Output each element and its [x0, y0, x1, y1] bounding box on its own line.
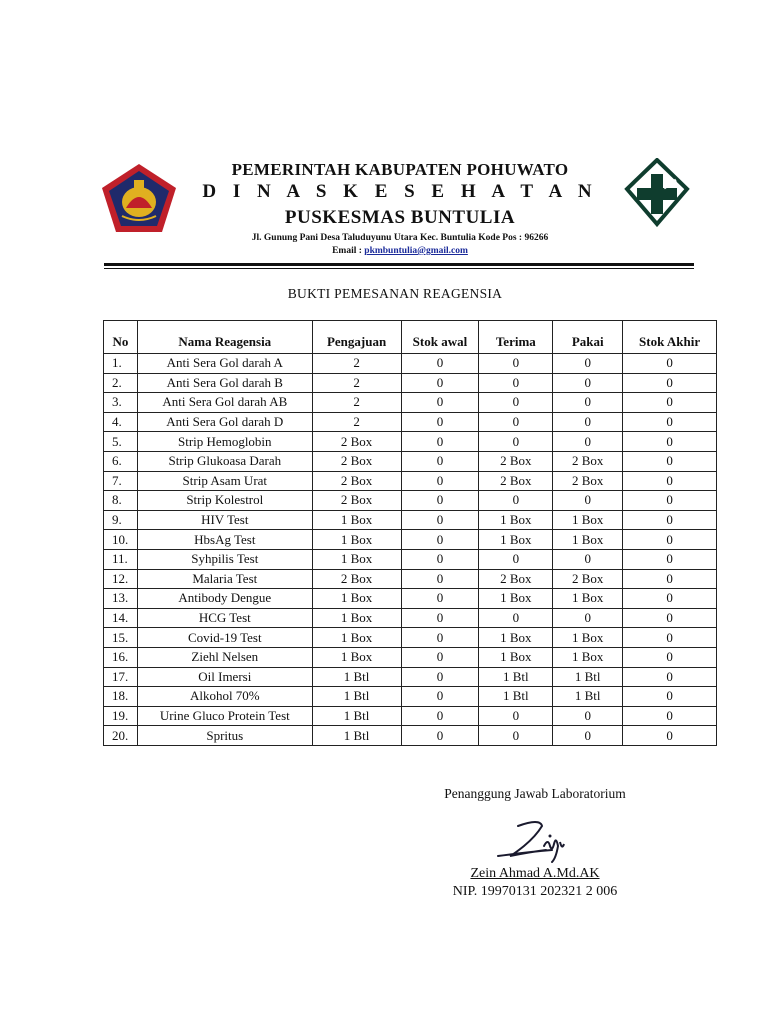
table-row: [104, 569, 717, 589]
column-header-nama: Nama Reagensia: [137, 321, 312, 354]
cell-stok-akhir: 0: [623, 628, 717, 648]
cell-pengajuan: 2: [312, 412, 401, 432]
cell-stok-awal: 0: [401, 530, 479, 550]
cell-stok-awal: 0: [401, 373, 479, 393]
cell-stok-akhir: 0: [623, 647, 717, 667]
cell-nama-reagensia: Anti Sera Gol darah B: [137, 373, 312, 393]
letterhead-rule: [104, 263, 694, 266]
cell-no: 11.: [104, 549, 138, 569]
cell-pengajuan: 1 Box: [312, 510, 401, 530]
cell-pengajuan: 2 Box: [312, 569, 401, 589]
column-header-terima: Terima: [479, 321, 553, 354]
cell-nama-reagensia: Strip Glukoasa Darah: [137, 451, 312, 471]
cell-no: 20.: [104, 726, 138, 746]
cell-pengajuan: 1 Box: [312, 647, 401, 667]
letterhead: [100, 150, 700, 270]
cell-stok-akhir: 0: [623, 549, 717, 569]
table-row: [104, 393, 717, 413]
institution-name: PUSKESMAS BUNTULIA: [284, 207, 516, 228]
kemenkes-health-logo-icon: [624, 158, 690, 228]
column-header-no: No: [104, 321, 138, 354]
cell-pengajuan: 1 Box: [312, 530, 401, 550]
cell-pengajuan: 1 Box: [312, 628, 401, 648]
cell-nama-reagensia: HCG Test: [137, 608, 312, 628]
address-line: Jl. Gunung Pani Desa Taluduyunu Utara Kec. Buntulia Kode Pos : 96266: [251, 233, 549, 243]
cell-stok-akhir: 0: [623, 667, 717, 687]
cell-nama-reagensia: Syhpilis Test: [137, 549, 312, 569]
cell-stok-akhir: 0: [623, 726, 717, 746]
email-label: Email :: [332, 246, 362, 256]
cell-stok-awal: 0: [401, 393, 479, 413]
table-body: [104, 354, 717, 746]
letterhead-rule-thin: [104, 268, 694, 269]
table-row: [104, 373, 717, 393]
column-header-stok-akhir: Stok Akhir: [623, 321, 717, 354]
cell-pakai: 2 Box: [553, 471, 623, 491]
cell-stok-awal: 0: [401, 628, 479, 648]
signer-nip: NIP. 19970131 202321 2 006: [452, 884, 618, 899]
cell-terima: 2 Box: [479, 569, 553, 589]
cell-pakai: 1 Box: [553, 530, 623, 550]
cell-nama-reagensia: Strip Asam Urat: [137, 471, 312, 491]
cell-no: 5.: [104, 432, 138, 452]
cell-stok-awal: 0: [401, 706, 479, 726]
table-row: [104, 628, 717, 648]
email-link[interactable]: pkmbuntulia@gmail.com: [364, 246, 468, 256]
cell-no: 14.: [104, 608, 138, 628]
reagent-table: [103, 320, 717, 746]
cell-nama-reagensia: Ziehl Nelsen: [137, 647, 312, 667]
cell-nama-reagensia: Strip Hemoglobin: [137, 432, 312, 452]
cell-stok-awal: 0: [401, 491, 479, 511]
cell-stok-akhir: 0: [623, 569, 717, 589]
cell-no: 3.: [104, 393, 138, 413]
cell-terima: 0: [479, 706, 553, 726]
cell-no: 2.: [104, 373, 138, 393]
office-name: D I N A S K E S E H A T A N: [202, 181, 598, 202]
cell-no: 13.: [104, 589, 138, 609]
cell-stok-akhir: 0: [623, 687, 717, 707]
table-row: [104, 667, 717, 687]
cell-terima: 1 Box: [479, 510, 553, 530]
cell-pakai: 1 Box: [553, 510, 623, 530]
cell-no: 12.: [104, 569, 138, 589]
cell-nama-reagensia: HIV Test: [137, 510, 312, 530]
cell-stok-akhir: 0: [623, 393, 717, 413]
cell-stok-awal: 0: [401, 647, 479, 667]
cell-pengajuan: 2: [312, 354, 401, 374]
cell-terima: 0: [479, 726, 553, 746]
cell-nama-reagensia: Spritus: [137, 726, 312, 746]
table-row: [104, 354, 717, 374]
government-name: PEMERINTAH KABUPATEN POHUWATO: [231, 160, 569, 179]
cell-terima: 0: [479, 373, 553, 393]
cell-stok-akhir: 0: [623, 706, 717, 726]
table-row: [104, 530, 717, 550]
cell-pengajuan: 2: [312, 393, 401, 413]
cell-stok-awal: 0: [401, 569, 479, 589]
cell-pakai: 0: [553, 432, 623, 452]
table-row: [104, 491, 717, 511]
cell-pengajuan: 1 Box: [312, 608, 401, 628]
table-row: [104, 706, 717, 726]
cell-pengajuan: 1 Btl: [312, 706, 401, 726]
cell-terima: 0: [479, 354, 553, 374]
cell-stok-awal: 0: [401, 451, 479, 471]
cell-no: 19.: [104, 706, 138, 726]
cell-pakai: 1 Box: [553, 628, 623, 648]
cell-no: 6.: [104, 451, 138, 471]
cell-nama-reagensia: Anti Sera Gol darah AB: [137, 393, 312, 413]
email-line: [180, 246, 620, 256]
cell-pakai: 2 Box: [553, 451, 623, 471]
cell-terima: 0: [479, 432, 553, 452]
cell-pengajuan: 1 Btl: [312, 687, 401, 707]
cell-pakai: 1 Btl: [553, 667, 623, 687]
cell-pengajuan: 2: [312, 373, 401, 393]
cell-stok-akhir: 0: [623, 412, 717, 432]
column-header-pakai: Pakai: [553, 321, 623, 354]
cell-stok-akhir: 0: [623, 432, 717, 452]
cell-terima: 1 Btl: [479, 667, 553, 687]
cell-terima: 1 Btl: [479, 687, 553, 707]
cell-pakai: 0: [553, 549, 623, 569]
cell-no: 8.: [104, 491, 138, 511]
column-header-pengajuan: Pengajuan: [312, 321, 401, 354]
cell-terima: 1 Box: [479, 628, 553, 648]
cell-stok-awal: 0: [401, 412, 479, 432]
cell-no: 4.: [104, 412, 138, 432]
cell-terima: 1 Box: [479, 530, 553, 550]
cell-pengajuan: 2 Box: [312, 451, 401, 471]
table-row: [104, 451, 717, 471]
table-row: [104, 471, 717, 491]
cell-stok-awal: 0: [401, 667, 479, 687]
cell-terima: 1 Box: [479, 589, 553, 609]
cell-no: 7.: [104, 471, 138, 491]
cell-pakai: 1 Box: [553, 647, 623, 667]
cell-stok-akhir: 0: [623, 608, 717, 628]
table-row: [104, 412, 717, 432]
cell-nama-reagensia: Anti Sera Gol darah A: [137, 354, 312, 374]
cell-pakai: 2 Box: [553, 569, 623, 589]
cell-terima: 2 Box: [479, 451, 553, 471]
cell-nama-reagensia: Antibody Dengue: [137, 589, 312, 609]
cell-stok-akhir: 0: [623, 530, 717, 550]
document-title: BUKTI PEMESANAN REAGENSIA: [287, 286, 503, 301]
signature-block: [420, 786, 650, 900]
cell-pakai: 0: [553, 706, 623, 726]
cell-no: 9.: [104, 510, 138, 530]
cell-stok-awal: 0: [401, 432, 479, 452]
cell-nama-reagensia: Strip Kolestrol: [137, 491, 312, 511]
cell-nama-reagensia: HbsAg Test: [137, 530, 312, 550]
cell-stok-akhir: 0: [623, 491, 717, 511]
table-row: [104, 510, 717, 530]
table-row: [104, 432, 717, 452]
cell-no: 1.: [104, 354, 138, 374]
cell-stok-akhir: 0: [623, 471, 717, 491]
cell-pakai: 0: [553, 412, 623, 432]
cell-stok-awal: 0: [401, 510, 479, 530]
cell-stok-awal: 0: [401, 687, 479, 707]
table-row: [104, 687, 717, 707]
cell-stok-awal: 0: [401, 354, 479, 374]
signer-name: Zein Ahmad A.Md.AK: [470, 866, 600, 881]
signer-role: Penanggung Jawab Laboratorium: [444, 786, 626, 801]
cell-pakai: 0: [553, 608, 623, 628]
cell-nama-reagensia: Anti Sera Gol darah D: [137, 412, 312, 432]
cell-pengajuan: 1 Box: [312, 549, 401, 569]
cell-pengajuan: 1 Btl: [312, 726, 401, 746]
cell-stok-akhir: 0: [623, 589, 717, 609]
cell-terima: 1 Box: [479, 647, 553, 667]
cell-pakai: 0: [553, 373, 623, 393]
table-header-row: [104, 321, 717, 354]
cell-pakai: 0: [553, 393, 623, 413]
cell-terima: 0: [479, 549, 553, 569]
cell-pengajuan: 1 Box: [312, 589, 401, 609]
cell-stok-awal: 0: [401, 471, 479, 491]
cell-terima: 0: [479, 393, 553, 413]
cell-stok-akhir: 0: [623, 510, 717, 530]
cell-stok-awal: 0: [401, 549, 479, 569]
cell-terima: 2 Box: [479, 471, 553, 491]
cell-nama-reagensia: Oil Imersi: [137, 667, 312, 687]
cell-stok-awal: 0: [401, 589, 479, 609]
cell-nama-reagensia: Malaria Test: [137, 569, 312, 589]
table-row: [104, 608, 717, 628]
cell-pakai: 0: [553, 354, 623, 374]
cell-terima: 0: [479, 491, 553, 511]
cell-pakai: 0: [553, 726, 623, 746]
cell-pengajuan: 1 Btl: [312, 667, 401, 687]
cell-pakai: 0: [553, 491, 623, 511]
cell-no: 17.: [104, 667, 138, 687]
cell-nama-reagensia: Alkohol 70%: [137, 687, 312, 707]
cell-nama-reagensia: Covid-19 Test: [137, 628, 312, 648]
cell-pengajuan: 2 Box: [312, 471, 401, 491]
cell-terima: 0: [479, 412, 553, 432]
cell-pengajuan: 2 Box: [312, 432, 401, 452]
cell-stok-akhir: 0: [623, 354, 717, 374]
cell-pengajuan: 2 Box: [312, 491, 401, 511]
cell-stok-akhir: 0: [623, 451, 717, 471]
column-header-stok-awal: Stok awal: [401, 321, 479, 354]
cell-no: 10.: [104, 530, 138, 550]
pohuwato-regency-logo-icon: [100, 162, 178, 234]
handwritten-signature-icon: [480, 816, 590, 866]
cell-no: 16.: [104, 647, 138, 667]
cell-stok-awal: 0: [401, 726, 479, 746]
cell-pakai: 1 Btl: [553, 687, 623, 707]
cell-no: 18.: [104, 687, 138, 707]
cell-no: 15.: [104, 628, 138, 648]
table-row: [104, 589, 717, 609]
table-row: [104, 726, 717, 746]
cell-stok-akhir: 0: [623, 373, 717, 393]
table-row: [104, 647, 717, 667]
cell-stok-awal: 0: [401, 608, 479, 628]
table-row: [104, 549, 717, 569]
cell-nama-reagensia: Urine Gluco Protein Test: [137, 706, 312, 726]
cell-terima: 0: [479, 608, 553, 628]
cell-pakai: 1 Box: [553, 589, 623, 609]
